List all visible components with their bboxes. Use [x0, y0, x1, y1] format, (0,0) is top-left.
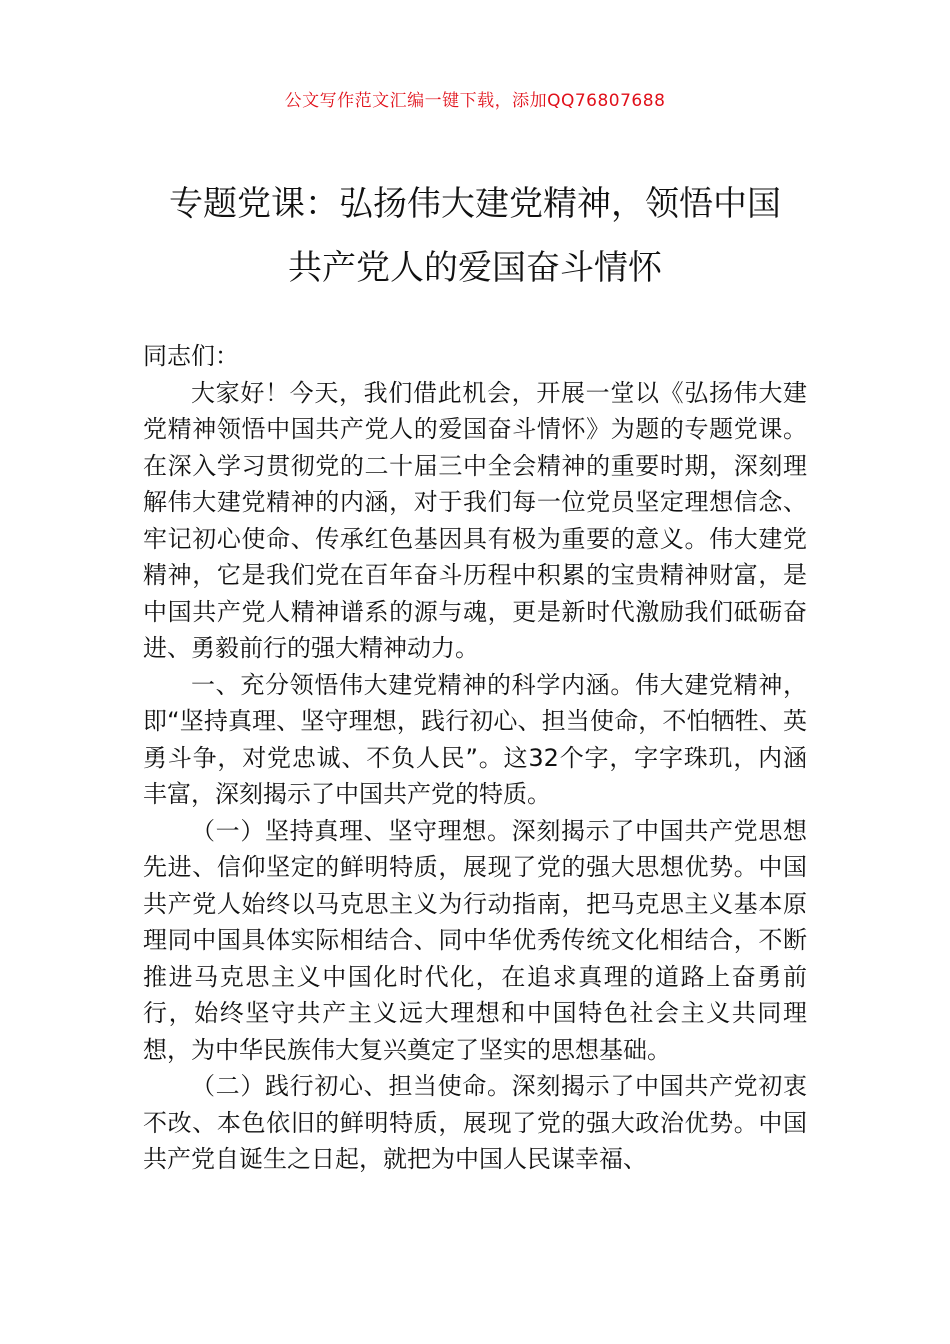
download-notice: 公文写作范文汇编一键下载，添加QQ76807688: [284, 91, 666, 111]
salutation: 同志们：: [143, 342, 239, 370]
title-line-1: 专题党课：弘扬伟大建党精神，领悟中国: [169, 184, 781, 224]
paragraph-subsection-2: （二）践行初心、担当使命。深刻揭示了中国共产党初衷不改、本色依旧的鲜明特质，展现了党的强大政治优势。中国共产党自诞生之日起，就把为中国人民谋幸福、: [143, 1072, 807, 1173]
page-title: [120, 172, 830, 300]
paragraph-section-1: 一、充分领悟伟大建党精神的科学内涵。伟大建党精神，即“坚持真理、坚守理想，践行初心、担当使命，不怕牺牲、英勇斗争，对党忠诚、不负人民”。这32个字，字字珠玑，内涵丰富，深刻揭示了中国共产党的特质。: [143, 670, 807, 808]
paragraph-intro: 大家好！今天，我们借此机会，开展一堂以《弘扬伟大建党精神领悟中国共产党人的爱国奋斗情怀》为题的专题党课。在深入学习贯彻党的二十届三中全会精神的重要时期，深刻理解伟大建党精神的内涵，对于我们每一位党员坚定理想信念、牢记初心使命、传承红色基因具有极为重要的意义。伟大建党精神，它是我们党在百年奋斗历程中积累的宝贵精神财富，是中国共产党人精神谱系的源与魂，更是新时代激励我们砥砺奋进、勇毅前行的强大精神动力。: [143, 378, 807, 662]
document-body: [143, 338, 807, 1178]
title-line-2: 共产党人的爱国奋斗情怀: [288, 248, 662, 288]
paragraph-subsection-1: （一）坚持真理、坚守理想。深刻揭示了中国共产党思想先进、信仰坚定的鲜明特质，展现了党的强大思想优势。中国共产党人始终以马克思主义为行动指南，把马克思主义基本原理同中国具体实际相结合、同中华优秀传统文化相结合，不断推进马克思主义中国化时代化，在追求真理的道路上奋勇前行，始终坚守共产主义远大理想和中国特色社会主义共同理想，为中华民族伟大复兴奠定了坚实的思想基础。: [143, 816, 807, 1064]
